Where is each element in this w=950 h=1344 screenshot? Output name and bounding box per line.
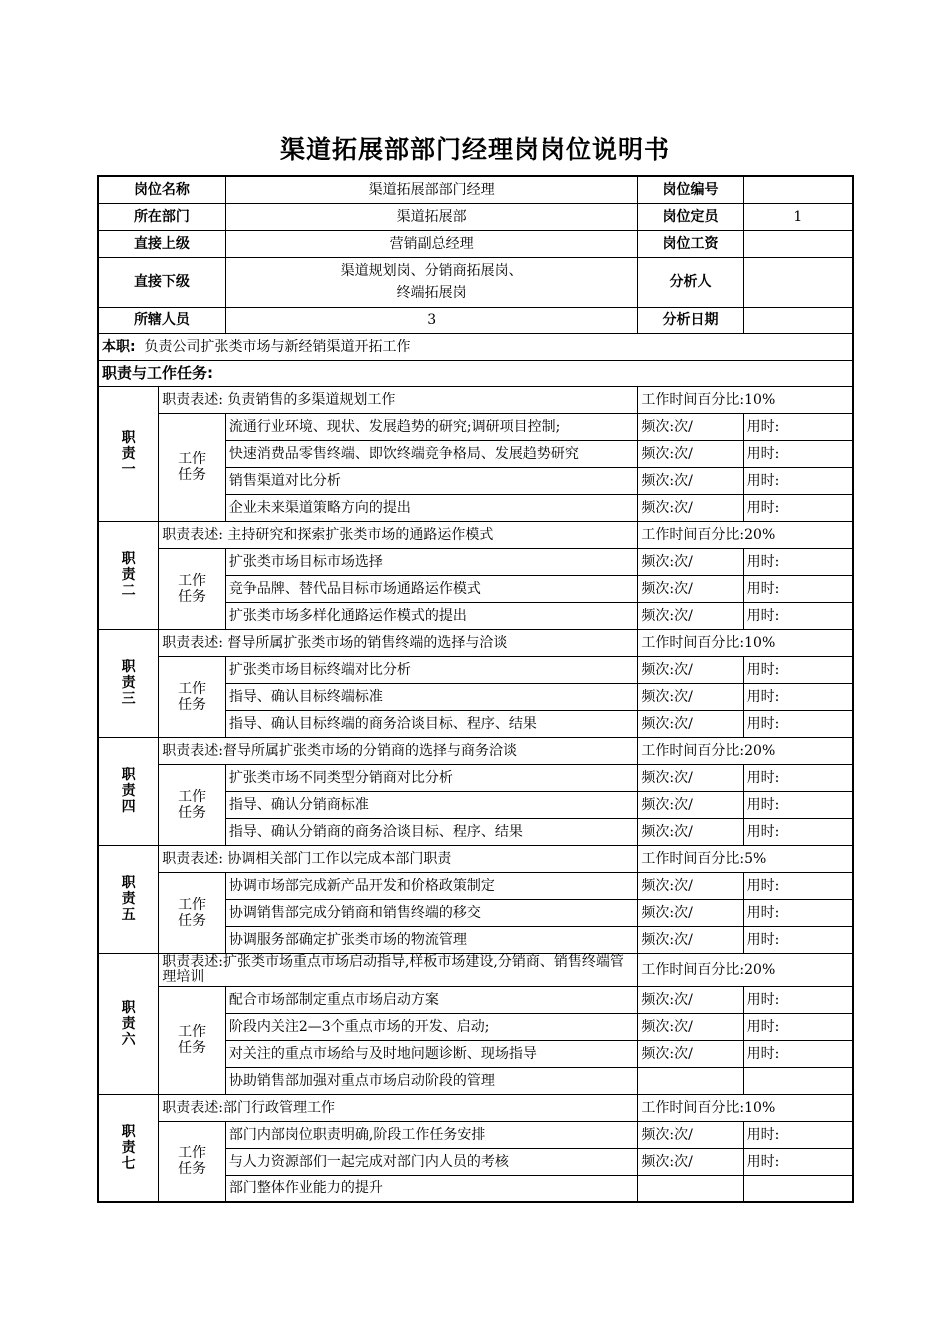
task-text: 销售渠道对比分析	[225, 467, 638, 494]
task-text: 扩张类市场目标市场选择	[225, 548, 638, 575]
duty-statement: 职责表述: 负责销售的多渠道规划工作	[159, 386, 638, 413]
task-frequency: 频次:次/	[638, 494, 743, 521]
duty-time-percent: 工作时间百分比:20%	[638, 521, 853, 548]
task-label	[159, 872, 226, 953]
task-text: 阶段内关注2—3个重点市场的开发、启动;	[225, 1013, 638, 1040]
main-duty-label: 本职:	[102, 338, 136, 355]
duty-statement: 职责表述: 主持研究和探索扩张类市场的通路运作模式	[159, 521, 638, 548]
task-text: 协调销售部完成分销商和销售终端的移交	[225, 899, 638, 926]
task-duration	[743, 1067, 853, 1094]
task-label-text: 工作任务	[178, 572, 207, 605]
task-duration: 用时:	[743, 467, 853, 494]
task-duration: 用时:	[743, 986, 853, 1013]
label-headcount: 岗位定员	[638, 203, 743, 230]
duty-name	[98, 521, 159, 629]
task-label-text: 工作任务	[178, 1145, 207, 1178]
subordinates-line-2: 终端拓展岗	[396, 285, 467, 301]
task-duration: 用时:	[743, 818, 853, 845]
task-text: 协调服务部确定扩张类市场的物流管理	[225, 926, 638, 953]
value-salary	[743, 230, 853, 257]
task-duration: 用时:	[743, 1148, 853, 1175]
task-frequency: 频次:次/	[638, 986, 743, 1013]
duty-statement: 职责表述:扩张类市场重点市场启动指导,样板市场建设,分销商、销售终端管理培训	[159, 953, 638, 986]
task-label	[159, 656, 226, 737]
duty-time-percent: 工作时间百分比:20%	[638, 953, 853, 986]
label-position-code: 岗位编号	[638, 176, 743, 203]
value-department: 渠道拓展部	[225, 203, 638, 230]
label-subordinates: 直接下级	[98, 257, 225, 307]
task-text: 扩张类市场不同类型分销商对比分析	[225, 764, 638, 791]
task-text: 指导、确认分销商的商务洽谈目标、程序、结果	[225, 818, 638, 845]
task-frequency	[638, 1067, 743, 1094]
task-label-text: 工作任务	[178, 896, 207, 929]
duty-name-text: 职责一	[121, 429, 136, 478]
task-duration: 用时:	[743, 440, 853, 467]
task-row	[98, 986, 853, 1013]
task-frequency: 频次:次/	[638, 1121, 743, 1148]
task-frequency: 频次:次/	[638, 413, 743, 440]
task-text: 对关注的重点市场给与及时地问题诊断、现场指导	[225, 1040, 638, 1067]
task-frequency: 频次:次/	[638, 1148, 743, 1175]
task-label-text: 工作任务	[178, 451, 207, 483]
task-label	[159, 764, 226, 845]
task-frequency: 频次:次/	[638, 602, 743, 629]
task-duration: 用时:	[743, 764, 853, 791]
task-duration: 用时:	[743, 575, 853, 602]
task-text: 协助销售部加强对重点市场启动阶段的管理	[225, 1067, 638, 1094]
duty-statement: 职责表述:督导所属扩张类市场的分销商的选择与商务洽谈	[159, 737, 638, 764]
duty-name-text: 职责二	[121, 551, 136, 599]
duty-name	[98, 845, 159, 953]
task-frequency: 频次:次/	[638, 683, 743, 710]
task-text: 竞争品牌、替代品目标市场通路运作模式	[225, 575, 638, 602]
task-duration: 用时:	[743, 791, 853, 818]
task-frequency: 频次:次/	[638, 791, 743, 818]
task-text: 协调市场部完成新产品开发和价格政策制定	[225, 872, 638, 899]
duty-statement-row	[98, 1094, 853, 1121]
duty-name-text: 职责三	[121, 659, 136, 707]
duty-statement-row	[98, 386, 853, 413]
task-duration: 用时:	[743, 494, 853, 521]
task-row	[98, 548, 853, 575]
task-label-text: 工作任务	[178, 1024, 207, 1056]
task-text: 部门整体作业能力的提升	[225, 1175, 638, 1202]
task-text: 配合市场部制定重点市场启动方案	[225, 986, 638, 1013]
duty-name	[98, 737, 159, 845]
task-duration	[743, 1175, 853, 1202]
task-frequency: 频次:次/	[638, 764, 743, 791]
main-duty-cell	[98, 333, 853, 360]
value-headcount: 1	[743, 203, 853, 230]
task-duration: 用时:	[743, 710, 853, 737]
duty-name	[98, 953, 159, 1094]
task-duration: 用时:	[743, 899, 853, 926]
task-duration: 用时:	[743, 413, 853, 440]
task-text: 指导、确认分销商标准	[225, 791, 638, 818]
value-position-name: 渠道拓展部部门经理	[225, 176, 638, 203]
main-duty-row	[98, 333, 853, 360]
duty-statement: 职责表述: 协调相关部门工作以完成本部门职责	[159, 845, 638, 872]
header-row-subordinates	[98, 257, 853, 307]
duty-time-percent: 工作时间百分比:10%	[638, 629, 853, 656]
duty-time-percent: 工作时间百分比:10%	[638, 386, 853, 413]
task-frequency: 频次:次/	[638, 899, 743, 926]
task-text: 快速消费品零售终端、即饮终端竞争格局、发展趋势研究	[225, 440, 638, 467]
header-row-department	[98, 203, 853, 230]
value-analysis-date	[743, 307, 853, 333]
task-text: 扩张类市场多样化通路运作模式的提出	[225, 602, 638, 629]
task-frequency: 频次:次/	[638, 818, 743, 845]
task-frequency: 频次:次/	[638, 872, 743, 899]
task-text: 指导、确认目标终端标准	[225, 683, 638, 710]
task-frequency: 频次:次/	[638, 440, 743, 467]
task-frequency: 频次:次/	[638, 467, 743, 494]
duty-statement-row	[98, 737, 853, 764]
duty-statement: 职责表述: 督导所属扩张类市场的销售终端的选择与洽谈	[159, 629, 638, 656]
duty-statement-row	[98, 953, 853, 986]
task-frequency: 频次:次/	[638, 710, 743, 737]
duty-name-text: 职责六	[121, 999, 136, 1048]
duty-name-text: 职责四	[121, 767, 136, 815]
task-label	[159, 548, 226, 629]
task-text: 扩张类市场目标终端对比分析	[225, 656, 638, 683]
label-salary: 岗位工资	[638, 230, 743, 257]
task-duration: 用时:	[743, 1013, 853, 1040]
task-frequency: 频次:次/	[638, 575, 743, 602]
header-row-position-name	[98, 176, 853, 203]
task-text: 指导、确认目标终端的商务洽谈目标、程序、结果	[225, 710, 638, 737]
task-label-text: 工作任务	[178, 680, 207, 713]
task-label	[159, 986, 226, 1094]
task-label	[159, 413, 226, 521]
label-position-name: 岗位名称	[98, 176, 225, 203]
task-row	[98, 413, 853, 440]
label-staff: 所辖人员	[98, 307, 225, 333]
value-position-code	[743, 176, 853, 203]
task-duration: 用时:	[743, 926, 853, 953]
label-department: 所在部门	[98, 203, 225, 230]
page-title: 渠道拓展部部门经理岗岗位说明书	[279, 135, 670, 164]
task-text: 与人力资源部们一起完成对部门内人员的考核	[225, 1148, 638, 1175]
duty-time-percent: 工作时间百分比:10%	[638, 1094, 853, 1121]
duty-statement: 职责表述:部门行政管理工作	[159, 1094, 638, 1121]
task-text: 部门内部岗位职责明确,阶段工作任务安排	[225, 1121, 638, 1148]
duty-time-percent: 工作时间百分比:20%	[638, 737, 853, 764]
task-text: 流通行业环境、现状、发展趋势的研究;调研项目控制;	[225, 413, 638, 440]
value-analyst	[743, 257, 853, 307]
label-analyst: 分析人	[638, 257, 743, 307]
label-supervisor: 直接上级	[98, 230, 225, 257]
table-body	[98, 176, 853, 1202]
value-supervisor: 营销副总经理	[225, 230, 638, 257]
duty-statement-row	[98, 629, 853, 656]
task-label	[159, 1121, 226, 1202]
job-description-table	[97, 175, 854, 1203]
duty-name	[98, 629, 159, 737]
subordinates-line-1: 渠道规划岗、分销商拓展岗、	[340, 263, 523, 279]
task-label-text: 工作任务	[178, 788, 207, 821]
task-row	[98, 1121, 853, 1148]
header-row-supervisor	[98, 230, 853, 257]
duty-statement-row	[98, 845, 853, 872]
duty-statement-row	[98, 521, 853, 548]
duties-header-row	[98, 360, 853, 386]
task-frequency: 频次:次/	[638, 1013, 743, 1040]
task-row	[98, 872, 853, 899]
task-row	[98, 764, 853, 791]
task-duration: 用时:	[743, 602, 853, 629]
task-duration: 用时:	[743, 656, 853, 683]
value-staff: 3	[225, 307, 638, 333]
task-frequency: 频次:次/	[638, 926, 743, 953]
duty-name	[98, 386, 159, 521]
task-duration: 用时:	[743, 1040, 853, 1067]
duty-name-text: 职责五	[121, 875, 136, 923]
task-frequency: 频次:次/	[638, 548, 743, 575]
task-text: 企业未来渠道策略方向的提出	[225, 494, 638, 521]
label-analysis-date: 分析日期	[638, 307, 743, 333]
task-duration: 用时:	[743, 872, 853, 899]
main-duty-text: 负责公司扩张类市场与新经销渠道开拓工作	[144, 338, 411, 355]
duty-name-text: 职责七	[121, 1123, 136, 1172]
duties-header: 职责与工作任务:	[98, 360, 853, 386]
task-duration: 用时:	[743, 683, 853, 710]
header-row-staff	[98, 307, 853, 333]
value-subordinates	[225, 257, 638, 307]
task-frequency: 频次:次/	[638, 656, 743, 683]
task-frequency: 频次:次/	[638, 1040, 743, 1067]
duty-time-percent: 工作时间百分比:5%	[638, 845, 853, 872]
task-duration: 用时:	[743, 548, 853, 575]
task-duration: 用时:	[743, 1121, 853, 1148]
task-row	[98, 656, 853, 683]
duty-name	[98, 1094, 159, 1202]
task-frequency	[638, 1175, 743, 1202]
